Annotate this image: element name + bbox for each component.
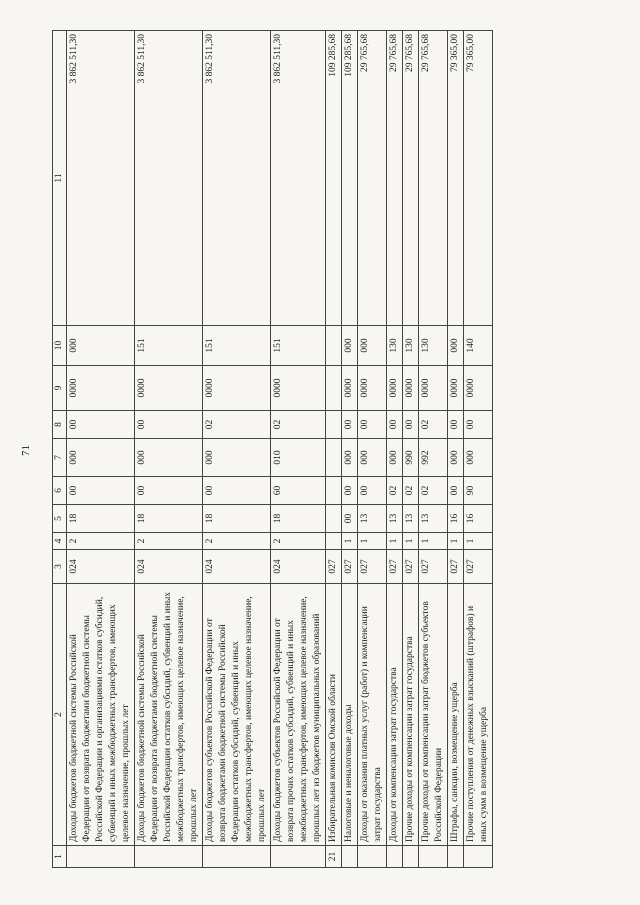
table-cell: 027 <box>358 550 387 584</box>
table-cell <box>135 846 203 868</box>
table-cell: Доходы от оказания платных услуг (работ) и компенсации затрат государства <box>358 584 387 846</box>
table-cell: 027 <box>419 550 448 584</box>
table-row <box>67 31 135 868</box>
table-cell: 00 <box>342 477 358 505</box>
table-cell: 130 <box>403 326 419 366</box>
table-cell: Доходы бюджетов бюджетной системы Российской Федерации от возврата бюджетами бюджетной системы Российской Федерации остатков субсидий, субвенций и иных межбюджетных трансфертов, имеющих целевое назначение, прошлых лет <box>135 584 203 846</box>
table-cell <box>403 846 419 868</box>
table-cell: 024 <box>67 550 135 584</box>
table-cell: 151 <box>203 326 271 366</box>
column-header: 2 <box>53 584 67 846</box>
table-cell: 000 <box>448 439 464 477</box>
table-cell: Налоговые и неналоговые доходы <box>342 584 358 846</box>
table-cell: 29 765,68 <box>403 31 419 326</box>
table-cell: Прочие поступления от денежных взысканий (штрафов) и иных сумм в возмещение ущерба <box>464 584 493 846</box>
column-header: 7 <box>53 439 67 477</box>
table-cell: 0000 <box>387 366 403 411</box>
table-cell <box>326 477 342 505</box>
table-cell: 024 <box>271 550 326 584</box>
table-cell: 000 <box>358 439 387 477</box>
table-cell: 151 <box>271 326 326 366</box>
table-cell <box>326 326 342 366</box>
column-header: 6 <box>53 477 67 505</box>
column-header: 5 <box>53 505 67 533</box>
table-cell <box>419 846 448 868</box>
table-cell: 109 285,68 <box>342 31 358 326</box>
table-cell: 010 <box>271 439 326 477</box>
table-row <box>135 31 203 868</box>
table-row <box>464 31 493 868</box>
column-header: 8 <box>53 411 67 439</box>
table-cell: 027 <box>464 550 493 584</box>
table-cell: 18 <box>67 505 135 533</box>
table-cell: 21 <box>326 846 342 868</box>
table-cell: 0000 <box>203 366 271 411</box>
table-cell: 00 <box>448 477 464 505</box>
table-cell <box>342 846 358 868</box>
table-cell: 1 <box>419 533 448 550</box>
table-row <box>342 31 358 868</box>
table-cell: 0000 <box>419 366 448 411</box>
table-cell: 00 <box>203 477 271 505</box>
table-cell <box>67 846 135 868</box>
table-cell: 0000 <box>271 366 326 411</box>
table-cell: Доходы бюджетов бюджетной системы Российской Федерации от возврата бюджетами бюджетной системы Российской Федерации и организациями остатков субсидий, субвенций и иных межбюджетных трансфертов, имеющих целевое назначение, прошлых лет <box>67 584 135 846</box>
table-cell: 2 <box>203 533 271 550</box>
table-cell: 000 <box>448 326 464 366</box>
table-cell: 16 <box>448 505 464 533</box>
table-cell: 18 <box>135 505 203 533</box>
table-cell: 00 <box>67 477 135 505</box>
table-cell: 000 <box>464 439 493 477</box>
table-cell: 18 <box>203 505 271 533</box>
table-cell: 990 <box>403 439 419 477</box>
table-cell: 0000 <box>448 366 464 411</box>
table-cell: 1 <box>464 533 493 550</box>
table-cell: 1 <box>342 533 358 550</box>
table-cell: 0000 <box>464 366 493 411</box>
rotated-sheet <box>20 33 612 868</box>
table-cell <box>326 505 342 533</box>
table-cell: 000 <box>67 326 135 366</box>
table-cell: 027 <box>387 550 403 584</box>
table-cell: 000 <box>67 439 135 477</box>
table-cell: 79 365,00 <box>448 31 464 326</box>
table-row <box>326 31 342 868</box>
table-cell: 000 <box>203 439 271 477</box>
table-cell: 00 <box>387 411 403 439</box>
table-cell: 1 <box>448 533 464 550</box>
table-cell: 00 <box>358 477 387 505</box>
column-header: 11 <box>53 31 67 326</box>
table-cell <box>326 411 342 439</box>
table-cell: 000 <box>135 439 203 477</box>
table-cell: 1 <box>387 533 403 550</box>
table-cell: 0000 <box>342 366 358 411</box>
table-cell: Прочие доходы от компенсации затрат бюджетов субъектов Российской Федерации <box>419 584 448 846</box>
table-cell: 13 <box>419 505 448 533</box>
table-row <box>387 31 403 868</box>
table-cell: 00 <box>67 411 135 439</box>
table-cell <box>464 846 493 868</box>
table-cell: 00 <box>342 505 358 533</box>
table-cell <box>326 533 342 550</box>
column-header: 10 <box>53 326 67 366</box>
table-cell: 130 <box>387 326 403 366</box>
table-cell: 000 <box>387 439 403 477</box>
table-cell: 130 <box>419 326 448 366</box>
table-cell: 0000 <box>67 366 135 411</box>
table-cell: 140 <box>464 326 493 366</box>
table-row <box>358 31 387 868</box>
column-header: 1 <box>53 846 67 868</box>
table-cell: Прочие доходы от компенсации затрат государства <box>403 584 419 846</box>
table-cell: 3 862 511,30 <box>135 31 203 326</box>
table-cell: Доходы от компенсации затрат государства <box>387 584 403 846</box>
table-cell: 00 <box>135 411 203 439</box>
table-cell: 13 <box>358 505 387 533</box>
table-row <box>448 31 464 868</box>
page-number: 71 <box>20 445 32 456</box>
table-cell: 2 <box>135 533 203 550</box>
table-cell: 109 285,68 <box>326 31 342 326</box>
table-cell: 02 <box>419 477 448 505</box>
table-cell: 000 <box>358 326 387 366</box>
table-cell: 0000 <box>358 366 387 411</box>
table-cell: 027 <box>403 550 419 584</box>
table-cell: 2 <box>271 533 326 550</box>
table-cell: 024 <box>135 550 203 584</box>
table-cell: 02 <box>271 411 326 439</box>
table-cell: 00 <box>448 411 464 439</box>
table-cell <box>271 846 326 868</box>
table-cell: 16 <box>464 505 493 533</box>
table-cell: 1 <box>358 533 387 550</box>
table-cell: 00 <box>403 411 419 439</box>
table-cell: 18 <box>271 505 326 533</box>
table-cell: 90 <box>464 477 493 505</box>
table-cell: 3 862 511,30 <box>67 31 135 326</box>
table-cell: 024 <box>203 550 271 584</box>
table-cell: 29 765,68 <box>387 31 403 326</box>
column-header: 9 <box>53 366 67 411</box>
table-cell: 1 <box>403 533 419 550</box>
table-cell: 0000 <box>403 366 419 411</box>
table-cell: 992 <box>419 439 448 477</box>
table-body <box>67 31 493 868</box>
table-cell: 027 <box>326 550 342 584</box>
table-cell: Доходы бюджетов субъектов Российской Федерации от возврата прочих остатков субсидий, субвенций и иных межбюджетных трансфертов, имеющих целевое назначение, прошлых лет из бюджетов муниципальных образований <box>271 584 326 846</box>
table-cell: 02 <box>203 411 271 439</box>
table-row <box>403 31 419 868</box>
table-cell: 000 <box>342 439 358 477</box>
table-cell <box>326 439 342 477</box>
table-cell: 0000 <box>135 366 203 411</box>
table-cell: 3 862 511,30 <box>203 31 271 326</box>
table-cell: Доходы бюджетов субъектов Российской Федерации от возврата бюджетами бюджетной системы Российской Федерации остатков субсидий, субвенций и иных межбюджетных трансфертов, имеющих целевое назначение, прошлых лет <box>203 584 271 846</box>
table-cell: Штрафы, санкции, возмещение ущерба <box>448 584 464 846</box>
table-cell: 00 <box>358 411 387 439</box>
table-cell: 02 <box>403 477 419 505</box>
table-row <box>419 31 448 868</box>
table-cell: 29 765,68 <box>358 31 387 326</box>
table-cell: 027 <box>342 550 358 584</box>
column-header: 3 <box>53 550 67 584</box>
table-cell: 02 <box>419 411 448 439</box>
table-cell: 00 <box>342 411 358 439</box>
header-row <box>53 31 67 868</box>
table-cell: Избирательная комиссия Омской области <box>326 584 342 846</box>
table-cell: 02 <box>387 477 403 505</box>
table-cell: 00 <box>464 411 493 439</box>
table-cell: 151 <box>135 326 203 366</box>
table-cell: 000 <box>342 326 358 366</box>
table-cell: 3 862 511,30 <box>271 31 326 326</box>
table-cell <box>326 366 342 411</box>
table-row <box>271 31 326 868</box>
table-cell <box>203 846 271 868</box>
table-cell <box>358 846 387 868</box>
table-cell <box>448 846 464 868</box>
table-cell: 79 365,00 <box>464 31 493 326</box>
table-cell: 027 <box>448 550 464 584</box>
table-cell: 2 <box>67 533 135 550</box>
table-cell <box>387 846 403 868</box>
table-row <box>203 31 271 868</box>
table-cell: 13 <box>403 505 419 533</box>
table-cell: 60 <box>271 477 326 505</box>
revenue-table <box>52 30 493 868</box>
table-cell: 13 <box>387 505 403 533</box>
table-cell: 29 765,68 <box>419 31 448 326</box>
table-cell: 00 <box>135 477 203 505</box>
column-header: 4 <box>53 533 67 550</box>
